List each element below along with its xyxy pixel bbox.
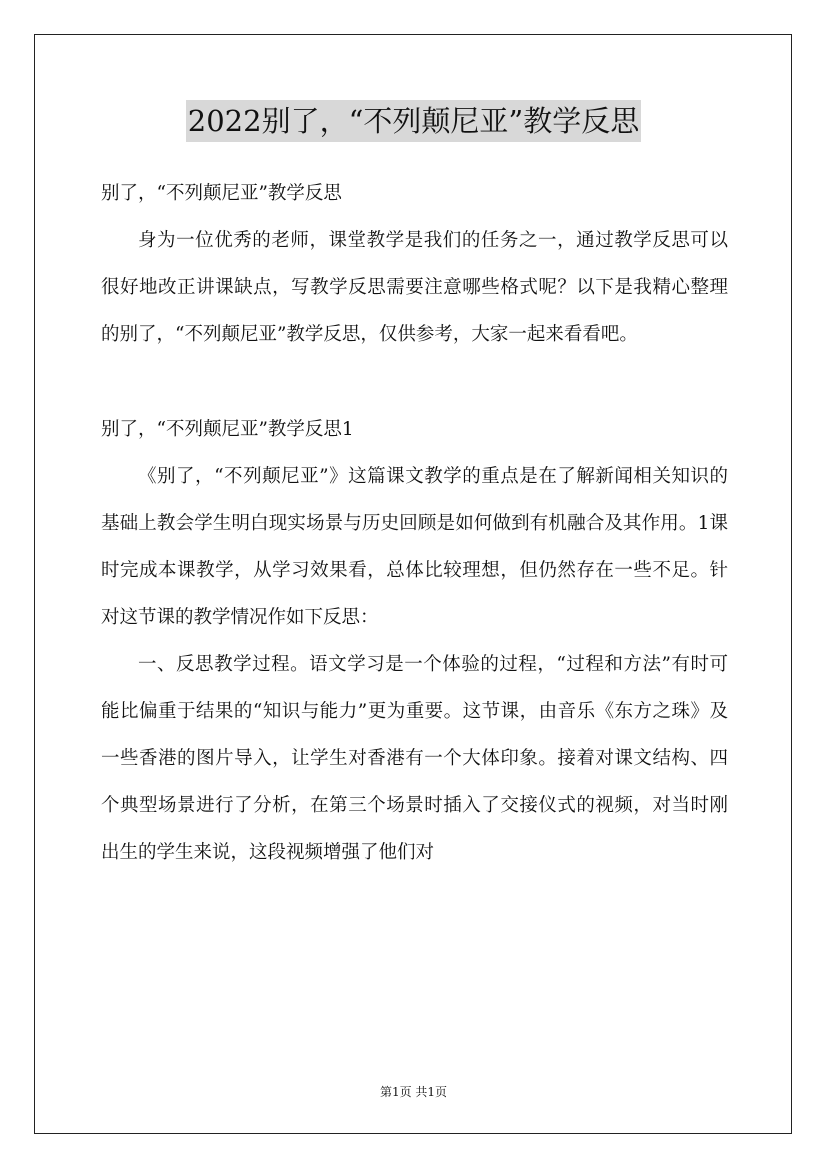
document-subtitle: 别了，“不列颠尼亚”教学反思 [101,183,342,204]
body-paragraph-1: 《别了，“不列颠尼亚”》这篇课文教学的重点是在了解新闻相关知识的基础上教会学生明白现实场景与历史回顾是如何做到有机融合及其作用。1课时完成本课教学，从学习效果看，总体比较理想，但仍然存在一些不足。针对这节课的教学情况作如下反思： [101,466,728,628]
document-body [101,170,728,876]
title-container [0,100,827,142]
document-title: 2022别了，“不列颠尼亚”教学反思 [186,100,641,142]
paragraph-gap [101,358,728,406]
page-footer: 第1页 共1页 [379,1085,448,1099]
section-heading: 别了，“不列颠尼亚”教学反思1 [101,419,354,440]
intro-paragraph: 身为一位优秀的老师，课堂教学是我们的任务之一，通过教学反思可以很好地改正讲课缺点，写教学反思需要注意哪些格式呢？以下是我精心整理的别了，“不列颠尼亚”教学反思，仅供参考，大家一起来看看吧。 [101,230,728,345]
body-paragraph-2: 一、反思教学过程。语文学习是一个体验的过程，“过程和方法”有时可能比偏重于结果的“知识与能力”更为重要。这节课，由音乐《东方之珠》及一些香港的图片导入，让学生对香港有一个大体印象。接着对课文结构、四个典型场景进行了分析，在第三个场景时插入了交接仪式的视频，对当时刚出生的学生来说，这段视频增强了他们对 [101,654,728,863]
